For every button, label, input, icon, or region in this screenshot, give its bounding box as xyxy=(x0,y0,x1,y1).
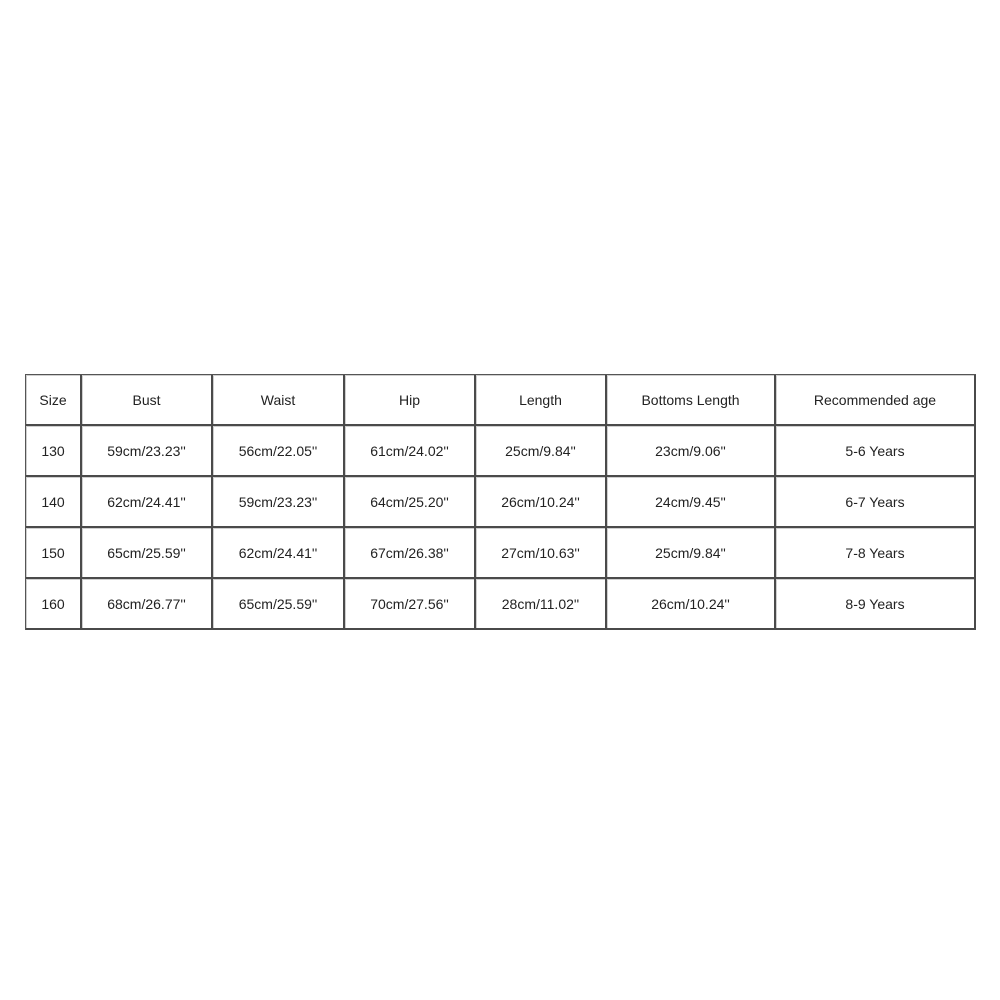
header-size: Size xyxy=(26,375,82,426)
header-recommended-age: Recommended age xyxy=(776,375,976,426)
cell-bottoms-length: 23cm/9.06'' xyxy=(607,426,776,477)
cell-waist: 59cm/23.23'' xyxy=(213,477,345,528)
cell-recommended-age: 8-9 Years xyxy=(776,579,976,630)
cell-size: 140 xyxy=(26,477,82,528)
cell-recommended-age: 6-7 Years xyxy=(776,477,976,528)
cell-bottoms-length: 25cm/9.84'' xyxy=(607,528,776,579)
cell-size: 150 xyxy=(26,528,82,579)
cell-bust: 62cm/24.41'' xyxy=(82,477,213,528)
cell-length: 25cm/9.84'' xyxy=(476,426,607,477)
cell-recommended-age: 7-8 Years xyxy=(776,528,976,579)
cell-length: 27cm/10.63'' xyxy=(476,528,607,579)
table-row xyxy=(26,579,976,630)
cell-recommended-age: 5-6 Years xyxy=(776,426,976,477)
cell-hip: 61cm/24.02'' xyxy=(345,426,476,477)
cell-size: 130 xyxy=(26,426,82,477)
table-row xyxy=(26,477,976,528)
size-chart-table xyxy=(25,374,976,630)
cell-bust: 59cm/23.23'' xyxy=(82,426,213,477)
cell-bottoms-length: 24cm/9.45'' xyxy=(607,477,776,528)
cell-waist: 56cm/22.05'' xyxy=(213,426,345,477)
table-row xyxy=(26,426,976,477)
header-bust: Bust xyxy=(82,375,213,426)
cell-hip: 70cm/27.56'' xyxy=(345,579,476,630)
size-chart xyxy=(25,374,975,630)
cell-length: 26cm/10.24'' xyxy=(476,477,607,528)
cell-hip: 64cm/25.20'' xyxy=(345,477,476,528)
header-hip: Hip xyxy=(345,375,476,426)
table-row xyxy=(26,528,976,579)
header-waist: Waist xyxy=(213,375,345,426)
cell-bottoms-length: 26cm/10.24'' xyxy=(607,579,776,630)
cell-bust: 68cm/26.77'' xyxy=(82,579,213,630)
cell-hip: 67cm/26.38'' xyxy=(345,528,476,579)
cell-waist: 65cm/25.59'' xyxy=(213,579,345,630)
header-length: Length xyxy=(476,375,607,426)
cell-size: 160 xyxy=(26,579,82,630)
header-row xyxy=(26,375,976,426)
cell-waist: 62cm/24.41'' xyxy=(213,528,345,579)
cell-bust: 65cm/25.59'' xyxy=(82,528,213,579)
header-bottoms-length: Bottoms Length xyxy=(607,375,776,426)
cell-length: 28cm/11.02'' xyxy=(476,579,607,630)
